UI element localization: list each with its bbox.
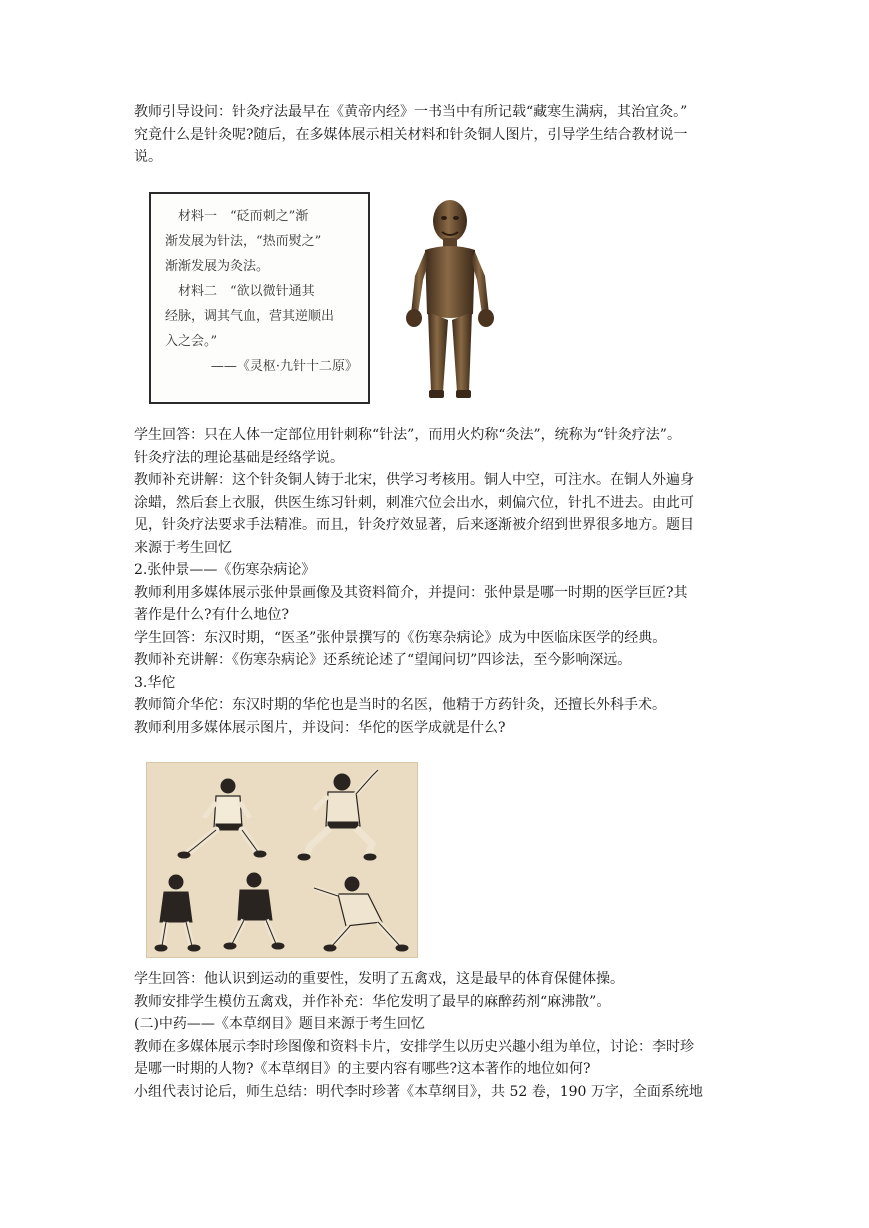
section-a-paragraph — [134, 424, 740, 739]
material-line: 材料一 “砭而刺之”渐 — [165, 209, 309, 224]
section-b-paragraph — [134, 968, 740, 1103]
text-line: 教师引导设问：针灸疗法最早在《黄帝内经》一书当中有所记载“藏寒生满病，其治宜灸。” — [134, 104, 688, 120]
section-heading: 3.华佗 — [134, 674, 176, 691]
material-line: 渐发展为针法，“热而熨之” — [165, 234, 322, 249]
text-line: 教师安排学生模仿五禽戏，并作补充：华佗发明了最早的麻醉药剂“麻沸散”。 — [134, 993, 611, 1010]
section-heading: 2.张仲景——《伤寒杂病论》 — [134, 562, 316, 578]
text-line: 学生回答：他认识到运动的重要性，发明了五禽戏，这是最早的体育保健体操。 — [134, 971, 624, 987]
text-line: 涂蜡，然后套上衣服，供医生练习针刺，刺准穴位会出水，刺偏穴位，针扎不进去。由此可 — [134, 494, 694, 511]
wuqinxi-exercise-illustration — [146, 762, 418, 958]
material-line: 入之会。” — [165, 334, 218, 349]
text-line: 针灸疗法的理论基础是经络学说。 — [134, 449, 344, 466]
text-line: 学生回答：只在人体一定部位用针刺称“针法”，而用火灼称“灸法”，统称为“针灸疗法”。 — [134, 427, 681, 443]
material-line: 经脉，调其气血，营其逆顺出 — [165, 309, 335, 324]
text-line: 是哪一时期的人物?《本草纲目》的主要内容有哪些?这本著作的地位如何? — [134, 1061, 591, 1077]
text-line: 教师补充讲解：这个针灸铜人铸于北宋，供学习考核用。铜人中空，可注水。在铜人外遍身 — [134, 472, 694, 488]
text-line: 教师补充讲解：《伤寒杂病论》还系统论述了“望闻问切”四诊法，至今影响深远。 — [134, 652, 632, 668]
text-line: 教师利用多媒体展示图片，并设问：华佗的医学成就是什么? — [134, 719, 506, 736]
text-line: 见，针灸疗法要求手法精准。而且，针灸疗效显著，后来逐渐被介绍到世界很多地方。题目 — [134, 517, 694, 533]
text-line: 学生回答：东汉时期，“医圣”张仲景撰写的《伤寒杂病论》成为中医临床医学的经典。 — [134, 629, 667, 646]
text-line: 著作是什么?有什么地位? — [134, 607, 290, 623]
material-line: 材料二 “欲以微针通其 — [165, 284, 315, 299]
section-heading: (二)中药——《本草纲目》题目来源于考生回忆 — [134, 1016, 425, 1032]
text-line: 来源于考生回忆 — [134, 539, 232, 556]
material-quote-box — [149, 192, 370, 404]
material-line: 渐渐发展为灸法。 — [165, 259, 270, 274]
acupuncture-bronze-figure-image — [395, 196, 505, 408]
text-line: 究竟什么是针灸呢?随后，在多媒体展示相关材料和针灸铜人图片，引导学生结合教材说一 — [134, 126, 688, 143]
material-source: ——《灵枢·九针十二原》 — [210, 359, 358, 374]
text-line: 教师简介华佗：东汉时期的华佗也是当时的名医，他精于方药针灸，还擅长外科手术。 — [134, 697, 666, 713]
intro-paragraph — [134, 101, 740, 169]
text-line: 教师在多媒体展示李时珍图像和资料卡片，安排学生以历史兴趣小组为单位，讨论：李时珍 — [134, 1038, 694, 1055]
text-line: 小组代表讨论后，师生总结：明代李时珍著《本草纲目》，共 52 卷，190 万字，全面系统地 — [134, 1083, 703, 1100]
text-line: 说。 — [134, 149, 162, 165]
text-line: 教师利用多媒体展示张仲景画像及其资料简介，并提问：张仲景是哪一时期的医学巨匠?其 — [134, 584, 688, 601]
